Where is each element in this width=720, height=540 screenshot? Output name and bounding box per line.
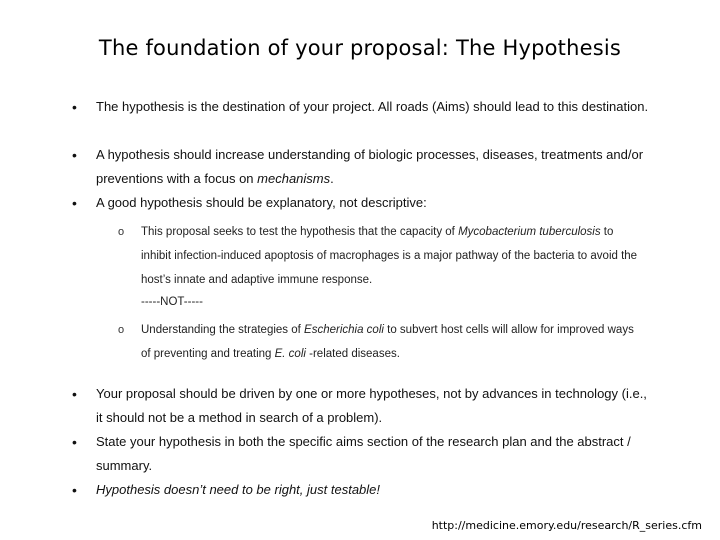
bullet-state-hypothesis: State your hypothesis in both the specific aims section of the research plan and the abstract / summary.: [96, 434, 631, 473]
bullet-dot: •: [72, 386, 77, 402]
bullet-testable: [96, 478, 656, 502]
sub-bullet-marker: o: [118, 226, 125, 238]
bullet-dot: •: [72, 99, 77, 115]
example-organism: Mycobacterium tuberculosis: [458, 226, 601, 238]
sub-bullet-marker: o: [118, 324, 125, 336]
example-hypothesis: [141, 220, 641, 292]
bullet-dot: •: [72, 195, 77, 211]
bullet-explanatory: A good hypothesis should be explanatory, not descriptive:: [96, 195, 427, 210]
bullet-understanding: [96, 143, 656, 191]
example-organism: Escherichia coli: [304, 324, 384, 336]
bullet-understanding-text: A hypothesis should increase understanding of biologic processes, diseases, treatments and/or preventions with a focus on: [96, 147, 644, 186]
example-hypothesis-text: This proposal seeks to test the hypothesis that the capacity of: [141, 226, 459, 238]
example-descriptive-text: Understanding the strategies of: [141, 324, 305, 336]
bullet-dot: •: [72, 434, 77, 450]
bullet-testable-text: Hypothesis doesn’t need to be right, just testable!: [96, 482, 381, 497]
bullet-driven-by-hypotheses: Your proposal should be driven by one or more hypotheses, not by advances in technology (i.e., it should not be a method in search of a problem).: [96, 386, 647, 425]
bullet-dot: •: [72, 147, 77, 163]
example-hypothesis-end: to inhibit infection-induced apoptosis of macrophages is a major pathway of the bacteria to avoid the host’s innate and adaptive immune response.: [141, 226, 638, 286]
example-organism-short: E. coli: [274, 348, 306, 360]
bullet-understanding-end: .: [330, 171, 334, 186]
example-descriptive-end: -related diseases.: [305, 348, 400, 360]
bullet-dot: •: [72, 482, 77, 498]
bullet-understanding-emphasis: mechanisms: [257, 171, 331, 186]
example-descriptive-mid: to subvert host cells will allow for improved ways of preventing and treating: [141, 324, 634, 360]
example-descriptive: [141, 318, 641, 366]
slide-title: The foundation of your proposal: The Hypothesis: [98, 36, 622, 60]
source-url: http://medicine.emory.edu/research/R_series.cfm: [431, 519, 702, 532]
bullet-destination: The hypothesis is the destination of your project. All roads (Aims) should lead to this destination.: [96, 99, 649, 114]
not-separator: -----NOT-----: [141, 296, 203, 308]
